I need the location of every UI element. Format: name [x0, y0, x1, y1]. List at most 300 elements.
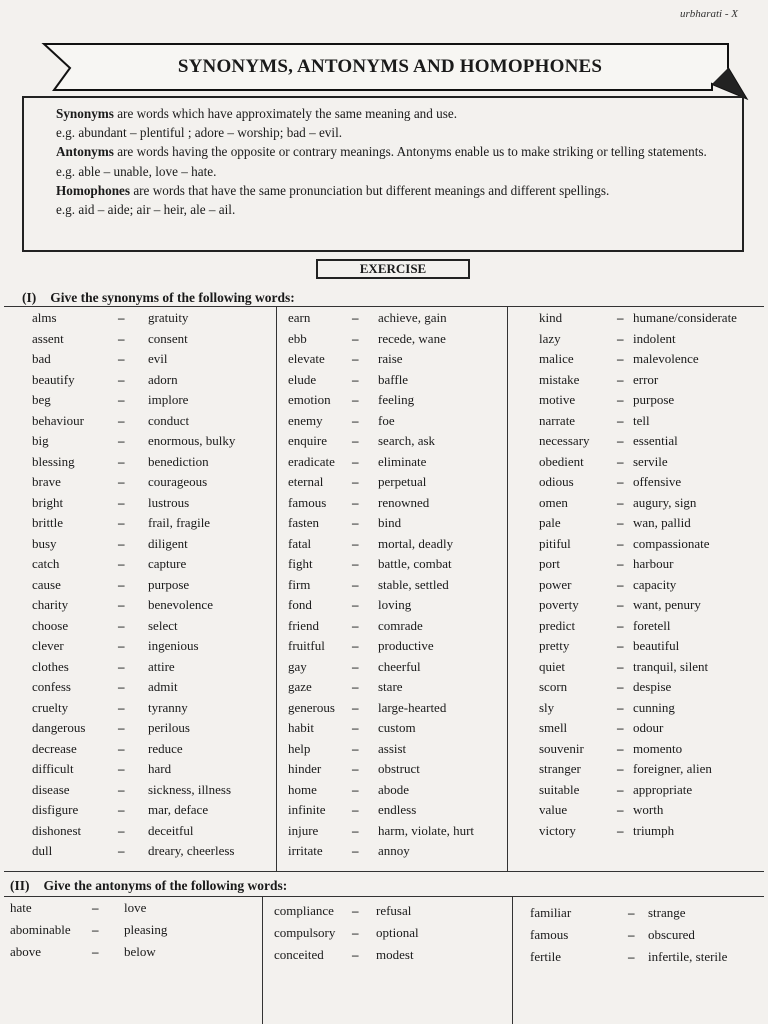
- dash-separator: –: [118, 761, 125, 776]
- word-pair-row: [507, 308, 768, 329]
- word-match: productive: [378, 638, 434, 653]
- word-match: enormous, bulky: [148, 433, 236, 448]
- word-pair-row: [507, 595, 768, 616]
- word-match: augury, sign: [633, 494, 697, 510]
- dash-separator: –: [118, 515, 125, 530]
- dash-separator: –: [352, 412, 359, 428]
- word: behaviour: [32, 412, 84, 428]
- word-pair-row: [507, 759, 768, 780]
- word: cause: [32, 576, 61, 592]
- word-match: obstruct: [378, 761, 420, 776]
- dash-separator: –: [617, 822, 624, 838]
- word-pair-row: [276, 370, 507, 391]
- word-pair-row: [507, 472, 768, 493]
- word: famous: [288, 494, 327, 510]
- homophones-example: e.g. aid – aide; air – heir, ale – ail.: [56, 202, 236, 218]
- word-match: cunning: [633, 699, 675, 715]
- word: big: [32, 433, 49, 448]
- word-match: worth: [633, 802, 664, 817]
- synonyms-example: e.g. abundant – plentiful ; adore – worship; bad – evil.: [56, 125, 343, 141]
- word-match: wan, pallid: [633, 515, 691, 530]
- word: value: [539, 802, 568, 817]
- word-pair-row: [276, 534, 507, 555]
- word-pair-row: [276, 821, 507, 842]
- word-match: strange: [648, 905, 686, 920]
- word-pair-row: [507, 390, 768, 411]
- word-pair-row: [276, 595, 507, 616]
- word-match: indolent: [633, 330, 676, 346]
- word-match: achieve, gain: [378, 310, 447, 325]
- word-pair-row: [512, 924, 768, 946]
- word-pair-row: [0, 616, 276, 637]
- word-match: humane/considerate: [633, 310, 737, 325]
- word-match: feeling: [378, 392, 415, 407]
- word: souvenir: [539, 740, 584, 756]
- table-bottom-rule: [4, 871, 764, 872]
- dash-separator: –: [617, 433, 624, 448]
- word-pair-row: [507, 718, 768, 739]
- word-pair-row: [507, 657, 768, 678]
- word-pair-row: [0, 370, 276, 391]
- dash-separator: –: [118, 310, 125, 325]
- dash-separator: –: [118, 433, 125, 448]
- word-pair-row: [0, 329, 276, 350]
- dash-separator: –: [118, 597, 125, 612]
- dash-separator: –: [118, 330, 125, 346]
- word: disease: [32, 781, 70, 797]
- word: home: [288, 781, 317, 797]
- word-match: optional: [376, 925, 419, 940]
- word-pair-row: [276, 329, 507, 350]
- word-pair-row: [276, 841, 507, 862]
- word: brittle: [32, 515, 64, 530]
- word-match: conduct: [148, 412, 190, 428]
- word: catch: [32, 556, 60, 571]
- dash-separator: –: [352, 453, 359, 469]
- word: injure: [288, 822, 319, 838]
- word-match: beautiful: [633, 638, 680, 653]
- word-match: cheerful: [378, 658, 421, 674]
- word: elevate: [288, 351, 325, 366]
- synonyms-column-3: [507, 308, 768, 841]
- word: gay: [288, 658, 307, 674]
- word-pair-row: [276, 718, 507, 739]
- word-match: custom: [378, 720, 416, 735]
- dash-separator: –: [352, 843, 359, 858]
- word: cruelty: [32, 699, 69, 715]
- word: abominable: [10, 922, 71, 937]
- word-match: hard: [148, 761, 172, 776]
- dash-separator: –: [352, 925, 359, 940]
- dash-separator: –: [352, 310, 359, 325]
- dash-separator: –: [118, 617, 125, 633]
- word: necessary: [539, 433, 590, 448]
- word-pair-row: [276, 493, 507, 514]
- word-pair-row: [276, 390, 507, 411]
- homophones-definition: Homophones are words that have the same pronunciation but different meanings and different spellings.: [56, 182, 610, 198]
- word: elude: [288, 371, 317, 387]
- word: infinite: [288, 802, 326, 817]
- word: ebb: [288, 330, 307, 346]
- word-pair-row: [0, 897, 262, 919]
- dash-separator: –: [352, 515, 359, 530]
- word-pair-row: [0, 718, 276, 739]
- dash-separator: –: [617, 658, 624, 674]
- word-match: courageous: [148, 474, 208, 489]
- word-match: baffle: [378, 371, 409, 387]
- word-match: frail, fragile: [148, 515, 211, 530]
- dash-separator: –: [118, 535, 125, 551]
- dash-separator: –: [617, 330, 624, 346]
- word-pair-row: [276, 575, 507, 596]
- dash-separator: –: [617, 761, 624, 776]
- word-match: below: [124, 944, 156, 959]
- word-match: endless: [378, 802, 417, 817]
- antonyms-column-1: [0, 897, 262, 963]
- dash-separator: –: [118, 699, 125, 715]
- word-pair-row: [276, 800, 507, 821]
- word: pretty: [539, 638, 570, 653]
- word-match: deceitful: [148, 822, 194, 838]
- word-match: dreary, cheerless: [148, 843, 235, 858]
- word-pair-row: [0, 677, 276, 698]
- dash-separator: –: [617, 740, 624, 756]
- dash-separator: –: [118, 781, 125, 797]
- word: malice: [539, 351, 574, 366]
- word-pair-row: [276, 677, 507, 698]
- word: victory: [539, 822, 576, 838]
- word: compliance: [274, 903, 334, 918]
- word-match: love: [124, 900, 147, 915]
- word-pair-row: [276, 616, 507, 637]
- word-match: harbour: [633, 556, 674, 571]
- word: habit: [288, 720, 314, 735]
- word: bright: [32, 494, 64, 510]
- word-match: triumph: [633, 822, 675, 838]
- dash-separator: –: [352, 494, 359, 510]
- word-match: large-hearted: [378, 699, 447, 715]
- synonyms-column-2: [276, 308, 507, 862]
- word: bad: [32, 351, 51, 366]
- word-match: odour: [633, 720, 664, 735]
- word-pair-row: [262, 944, 512, 966]
- dash-separator: –: [352, 433, 359, 448]
- word-match: search, ask: [378, 433, 436, 448]
- dash-separator: –: [118, 843, 125, 858]
- word-match: foe: [378, 412, 395, 428]
- word: brave: [32, 474, 61, 489]
- word-match: battle, combat: [378, 556, 452, 571]
- word-match: momento: [633, 740, 683, 756]
- word-pair-row: [507, 698, 768, 719]
- dash-separator: –: [617, 720, 624, 735]
- word: poverty: [539, 597, 579, 612]
- dash-separator: –: [118, 392, 125, 407]
- word: power: [539, 576, 572, 592]
- dash-separator: –: [92, 900, 99, 915]
- word-pair-row: [262, 900, 512, 922]
- dash-separator: –: [617, 679, 624, 694]
- dash-separator: –: [617, 802, 624, 817]
- word: obedient: [539, 453, 584, 469]
- word-match: purpose: [633, 392, 675, 407]
- word-pair-row: [0, 513, 276, 534]
- dash-separator: –: [352, 679, 359, 694]
- word-pair-row: [512, 902, 768, 924]
- dash-separator: –: [628, 905, 635, 920]
- dash-separator: –: [617, 699, 624, 715]
- word-match: attire: [148, 658, 175, 674]
- dash-separator: –: [617, 597, 624, 612]
- dash-separator: –: [118, 556, 125, 571]
- word-match: obscured: [648, 927, 695, 942]
- word-match: capacity: [633, 576, 677, 592]
- word-match: want, penury: [633, 597, 701, 612]
- word-match: stable, settled: [378, 576, 449, 592]
- word-match: benediction: [148, 453, 209, 469]
- dash-separator: –: [617, 474, 624, 489]
- word: blessing: [32, 453, 75, 469]
- dash-separator: –: [617, 638, 624, 653]
- dash-separator: –: [617, 617, 624, 633]
- dash-separator: –: [118, 822, 125, 838]
- word-pair-row: [276, 739, 507, 760]
- word-pair-row: [276, 513, 507, 534]
- word-pair-row: [507, 780, 768, 801]
- dash-separator: –: [92, 922, 99, 937]
- dash-separator: –: [118, 576, 125, 592]
- dash-separator: –: [628, 927, 635, 942]
- word-pair-row: [0, 452, 276, 473]
- word: familiar: [530, 905, 572, 920]
- word-pair-row: [512, 946, 768, 968]
- word: conceited: [274, 947, 324, 962]
- word-match: malevolence: [633, 351, 699, 366]
- word: lazy: [539, 330, 561, 346]
- word-pair-row: [0, 919, 262, 941]
- title-banner: [40, 38, 740, 102]
- word-match: capture: [148, 556, 187, 571]
- word-match: essential: [633, 433, 678, 448]
- dash-separator: –: [352, 330, 359, 346]
- word-pair-row: [276, 759, 507, 780]
- dash-separator: –: [352, 822, 359, 838]
- word: enemy: [288, 412, 323, 428]
- word-pair-row: [0, 941, 262, 963]
- word-match: abode: [378, 781, 410, 797]
- dash-separator: –: [118, 412, 125, 428]
- word-pair-row: [507, 616, 768, 637]
- word-match: refusal: [376, 903, 412, 918]
- word-pair-row: [276, 452, 507, 473]
- word-match: annoy: [378, 843, 410, 858]
- dash-separator: –: [617, 556, 624, 571]
- word-match: consent: [148, 330, 188, 346]
- word-match: assist: [378, 740, 407, 756]
- word-match: perpetual: [378, 474, 427, 489]
- word-pair-row: [0, 390, 276, 411]
- word: fatal: [288, 535, 312, 551]
- word: fasten: [288, 515, 320, 530]
- word: dangerous: [32, 720, 86, 735]
- dash-separator: –: [118, 494, 125, 510]
- word-pair-row: [507, 349, 768, 370]
- dash-separator: –: [118, 474, 125, 489]
- word-match: foreigner, alien: [633, 761, 712, 776]
- word: scorn: [539, 679, 568, 694]
- word-pair-row: [507, 411, 768, 432]
- dash-separator: –: [617, 412, 624, 428]
- word: eternal: [288, 474, 324, 489]
- dash-separator: –: [352, 740, 359, 756]
- word-pair-row: [0, 308, 276, 329]
- word: decrease: [32, 740, 77, 756]
- word-pair-row: [507, 534, 768, 555]
- word: difficult: [32, 761, 74, 776]
- dash-separator: –: [352, 597, 359, 612]
- dash-separator: –: [352, 371, 359, 387]
- word-pair-row: [0, 739, 276, 760]
- word: fruitful: [288, 638, 325, 653]
- word-pair-row: [276, 308, 507, 329]
- word: generous: [288, 699, 335, 715]
- word: above: [10, 944, 42, 959]
- antonyms-column-3: [512, 902, 768, 968]
- word-match: compassionate: [633, 535, 710, 551]
- dash-separator: –: [118, 638, 125, 653]
- word-match: mortal, deadly: [378, 535, 454, 551]
- dash-separator: –: [617, 535, 624, 551]
- word: fertile: [530, 949, 562, 964]
- word-match: admit: [148, 679, 178, 694]
- word-match: offensive: [633, 474, 682, 489]
- dash-separator: –: [118, 720, 125, 735]
- word: sly: [539, 699, 555, 715]
- word: busy: [32, 535, 57, 551]
- dash-separator: –: [118, 658, 125, 674]
- word: suitable: [539, 781, 580, 797]
- word-pair-row: [507, 431, 768, 452]
- word-match: error: [633, 371, 659, 387]
- dash-separator: –: [352, 535, 359, 551]
- word-match: purpose: [148, 576, 190, 592]
- word: compulsory: [274, 925, 336, 940]
- word: clever: [32, 638, 64, 653]
- dash-separator: –: [92, 944, 99, 959]
- word-match: infertile, sterile: [648, 949, 728, 964]
- word: dull: [32, 843, 53, 858]
- word-pair-row: [0, 657, 276, 678]
- word-match: despise: [633, 679, 672, 694]
- word-pair-row: [507, 452, 768, 473]
- dash-separator: –: [352, 903, 359, 918]
- word: alms: [32, 310, 57, 325]
- word: firm: [288, 576, 311, 592]
- word-pair-row: [507, 513, 768, 534]
- word-match: renowned: [378, 494, 430, 510]
- word: mistake: [539, 371, 580, 387]
- dash-separator: –: [352, 638, 359, 653]
- word-match: sickness, illness: [148, 781, 232, 797]
- word-pair-row: [276, 657, 507, 678]
- word: assent: [32, 330, 64, 346]
- word: stranger: [539, 761, 581, 776]
- dash-separator: –: [352, 658, 359, 674]
- word-pair-row: [276, 411, 507, 432]
- word-pair-row: [507, 370, 768, 391]
- dash-separator: –: [352, 392, 359, 407]
- word: quiet: [539, 658, 565, 674]
- word: emotion: [288, 392, 331, 407]
- word: help: [288, 740, 311, 756]
- word-pair-row: [0, 554, 276, 575]
- word-match: lustrous: [148, 494, 190, 510]
- word-pair-row: [262, 922, 512, 944]
- dash-separator: –: [118, 351, 125, 366]
- dash-separator: –: [628, 949, 635, 964]
- definitions-box: [22, 96, 744, 252]
- word-match: benevolence: [148, 597, 213, 612]
- word-pair-row: [507, 329, 768, 350]
- word: narrate: [539, 412, 576, 428]
- dash-separator: –: [352, 761, 359, 776]
- dash-separator: –: [617, 453, 624, 469]
- word-pair-row: [276, 698, 507, 719]
- word-match: eliminate: [378, 453, 427, 469]
- dash-separator: –: [352, 781, 359, 797]
- word-pair-row: [0, 431, 276, 452]
- antonyms-example: e.g. able – unable, love – hate.: [56, 163, 217, 179]
- word: pale: [539, 515, 561, 530]
- word-match: servile: [633, 453, 668, 469]
- word: confess: [32, 679, 71, 694]
- word-pair-row: [0, 759, 276, 780]
- section-1-heading: (I) Give the synonyms of the following words:: [22, 290, 295, 305]
- word-match: modest: [376, 947, 414, 962]
- word: omen: [539, 494, 568, 510]
- word: hate: [10, 900, 32, 915]
- dash-separator: –: [118, 679, 125, 694]
- word-match: pleasing: [124, 922, 168, 937]
- section-2-heading: (II) Give the antonyms of the following words:: [10, 878, 288, 893]
- word: pitiful: [539, 535, 571, 551]
- word: disfigure: [32, 802, 79, 817]
- word: predict: [539, 617, 576, 633]
- dash-separator: –: [617, 515, 624, 530]
- header-corner-text: urbharati - X: [679, 8, 738, 20]
- dash-separator: –: [118, 802, 125, 817]
- word: clothes: [32, 658, 69, 674]
- word-match: select: [148, 617, 178, 633]
- word: fight: [288, 556, 313, 571]
- word-pair-row: [0, 472, 276, 493]
- word-pair-row: [507, 821, 768, 842]
- word-match: foretell: [633, 617, 671, 633]
- word-pair-row: [507, 739, 768, 760]
- word-pair-row: [0, 821, 276, 842]
- word-match: recede, wane: [378, 330, 446, 346]
- word-pair-row: [0, 698, 276, 719]
- word: odious: [539, 474, 574, 489]
- word-match: tell: [633, 412, 650, 428]
- dash-separator: –: [352, 474, 359, 489]
- dash-separator: –: [118, 740, 125, 756]
- word-pair-row: [507, 575, 768, 596]
- word-match: evil: [148, 351, 168, 366]
- word-pair-row: [0, 575, 276, 596]
- word: earn: [288, 310, 311, 325]
- word-pair-row: [276, 349, 507, 370]
